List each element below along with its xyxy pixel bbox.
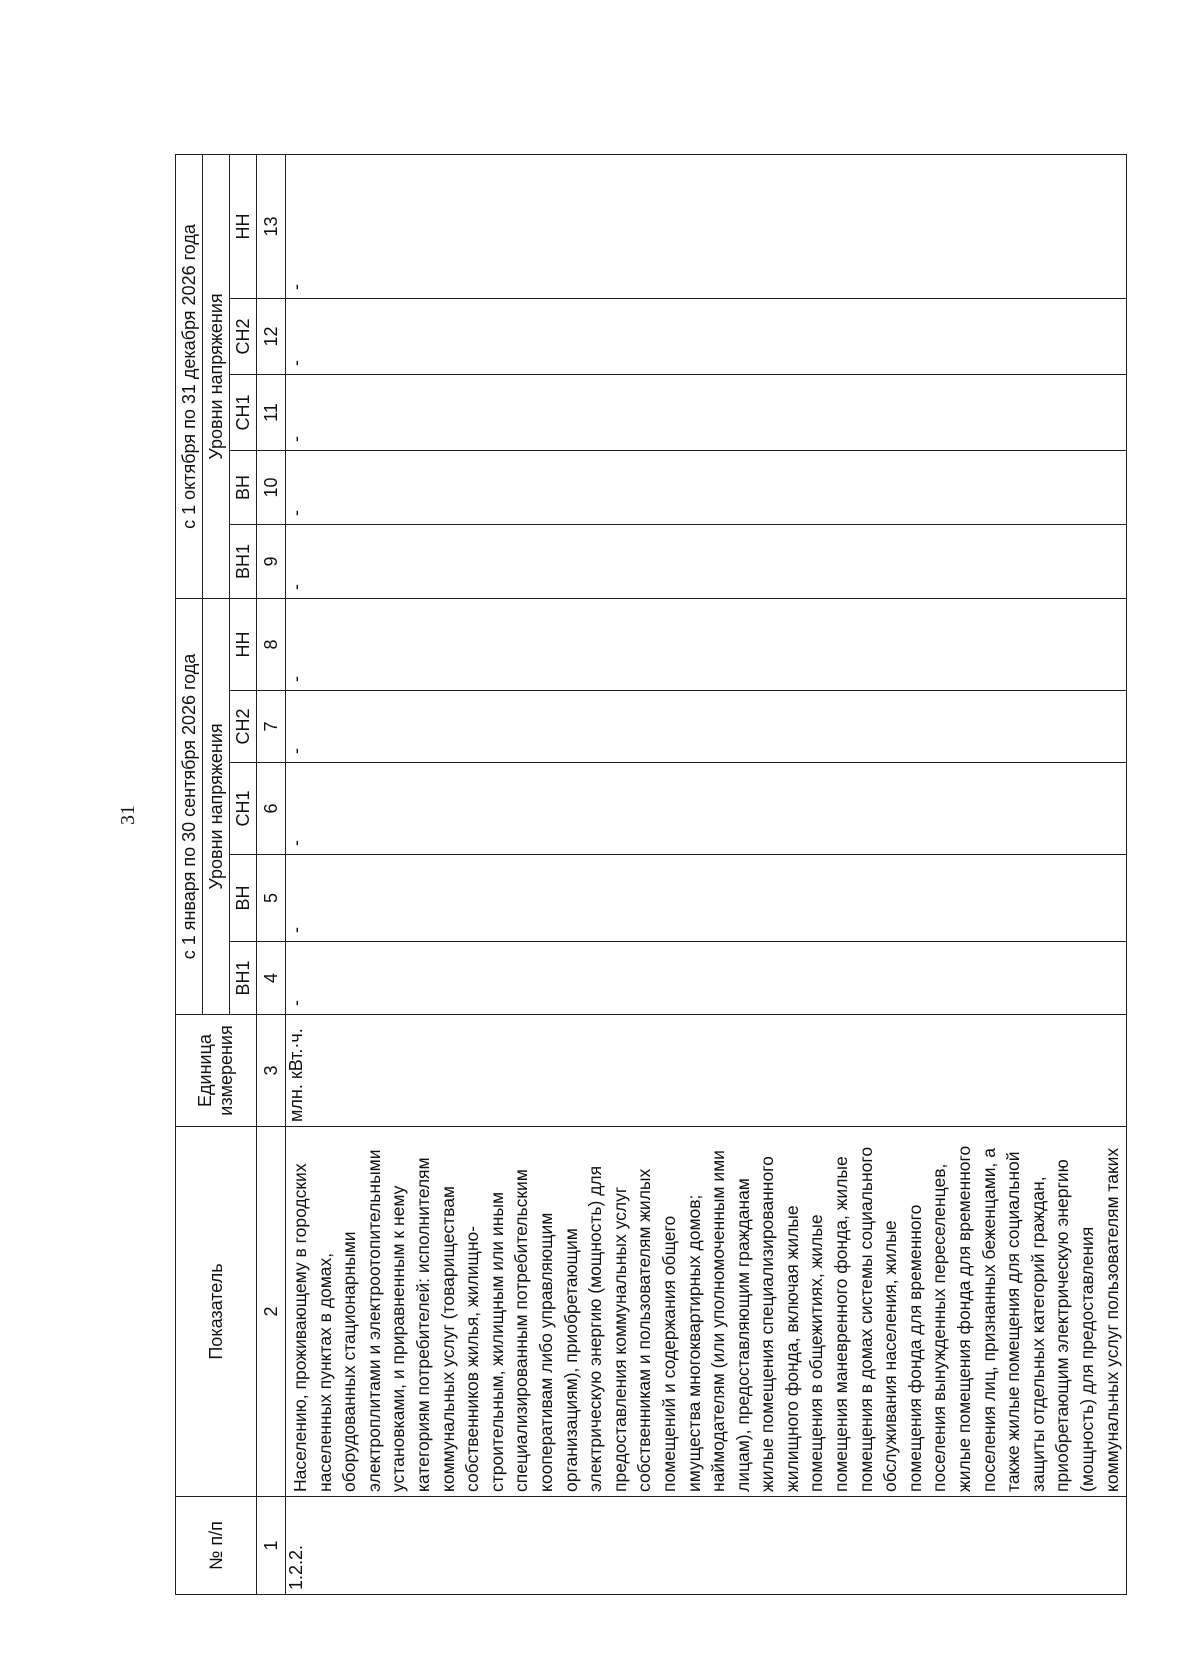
rotated-table-container: [175, 155, 1122, 1595]
header-period-1: с 1 января по 30 сентября 2026 года: [176, 598, 203, 1014]
row-value: -: [286, 598, 1127, 690]
header-unit: Единица измерения: [176, 1015, 257, 1127]
row-value: -: [286, 374, 1127, 450]
header-voltage: СН1: [230, 763, 257, 855]
column-number: 2: [257, 1127, 286, 1497]
column-number: 4: [257, 942, 286, 1015]
row-value: -: [286, 691, 1127, 763]
column-number: 3: [257, 1015, 286, 1127]
column-number: 13: [257, 154, 286, 298]
header-voltage: ВН1: [230, 524, 257, 598]
header-voltage: СН2: [230, 298, 257, 374]
row-value: -: [286, 763, 1127, 855]
header-num: № п/п: [176, 1497, 257, 1595]
header-indicator: Показатель: [176, 1127, 257, 1497]
row-value: -: [286, 450, 1127, 524]
row-value: -: [286, 855, 1127, 942]
row-indicator: Населению, проживающему в городских населенных пунктах в домах, оборудованных стационарными электроплитами и электроотопительными установками, и приравненным к нему категориям потребителей: исполнителям коммунальных услуг (товариществам собственников жилья, жилищно-строительным, жилищным или иным специализированным потребительским кооперативам либо управляющим организациям), приобретающим электрическую энергию (мощность) для предоставления коммунальных услуг собственникам и пользователям жилых помещений и содержания общего имущества многоквартирных домов; наймодателям (или уполномоченным ими лицам), предоставляющим гражданам жилые помещения специализированного жилищного фонда, включая жилые помещения в общежитиях, жилые помещения маневренного фонда, жилые помещения в домах системы социального обслуживания населения, жилые помещения фонда для временного поселения вынужденных переселенцев, жилые помещения фонда для временного поселения лиц, признанных беженцами, а также жилые помещения для социальной защиты отдельных категорий граждан, приобретающим электрическую энергию (мощность) для предоставления коммунальных услуг пользователям таких: [286, 1127, 1127, 1497]
column-number: 6: [257, 763, 286, 855]
column-number: 12: [257, 298, 286, 374]
data-table: [175, 154, 1127, 1595]
column-number: 1: [257, 1497, 286, 1595]
row-value: -: [286, 524, 1127, 598]
table-row: [286, 154, 1127, 1594]
header-levels-1: Уровни напряжения: [203, 598, 230, 1014]
column-number: 7: [257, 691, 286, 763]
header-voltage: НН: [230, 598, 257, 690]
row-value: -: [286, 298, 1127, 374]
header-voltage: ВН: [230, 855, 257, 942]
header-voltage: СН1: [230, 374, 257, 450]
row-value: -: [286, 154, 1127, 298]
header-voltage: СН2: [230, 691, 257, 763]
header-voltage: ВН: [230, 450, 257, 524]
column-number: 9: [257, 524, 286, 598]
page-number: 31: [117, 805, 139, 825]
column-number: 5: [257, 855, 286, 942]
column-number: 11: [257, 374, 286, 450]
column-number: 10: [257, 450, 286, 524]
header-levels-2: Уровни напряжения: [203, 154, 230, 598]
header-voltage: ВН1: [230, 942, 257, 1015]
column-number: 8: [257, 598, 286, 690]
row-unit: млн. кВт.·ч.: [286, 1015, 1127, 1127]
row-value: -: [286, 942, 1127, 1015]
header-voltage: НН: [230, 154, 257, 298]
row-num: 1.2.2.: [286, 1497, 1127, 1595]
header-period-2: с 1 октября по 31 декабря 2026 года: [176, 154, 203, 598]
